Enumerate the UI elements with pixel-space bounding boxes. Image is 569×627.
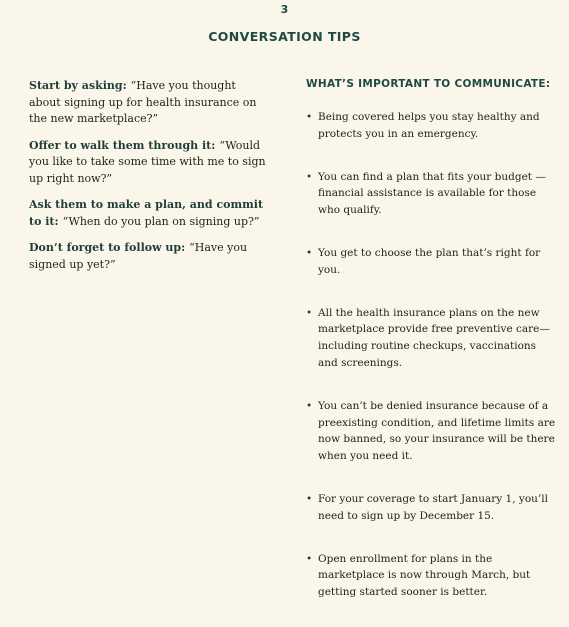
bullet-icon: • (306, 170, 313, 183)
tip-start-asking (29, 78, 269, 128)
tip-text: “Have you thought about signing up for health insurance on the new marketplace?” (29, 79, 257, 125)
bullet-icon: • (306, 246, 313, 259)
bullet-icon: • (306, 111, 313, 123)
bullet-icon: • (306, 552, 313, 565)
bullet-icon: • (306, 306, 313, 319)
list-item (306, 169, 556, 219)
tip-text: “When do you plan on signing up?” (62, 214, 260, 228)
point-text: You get to choose the plan that’s right for you. (318, 246, 541, 276)
list-item (306, 398, 556, 465)
section-heading: WHAT’S IMPORTANT TO COMMUNICATE: (306, 78, 551, 90)
list-item (306, 245, 556, 279)
page-title: CONVERSATION TIPS (208, 29, 361, 44)
tip-make-plan (29, 197, 269, 230)
list-item (306, 109, 556, 143)
important-points-column (306, 78, 556, 627)
points-list (306, 109, 556, 601)
tip-follow-up (29, 240, 269, 273)
point-text: Open enrollment for plans in the marketplace is now through March, but getting started sooner is better. (318, 552, 531, 599)
page-number: 3 (280, 3, 289, 16)
list-item (306, 305, 556, 372)
point-text: Being covered helps you stay healthy and protects you in an emergency. (318, 111, 540, 140)
bullet-icon: • (306, 399, 313, 412)
tip-text: “Have you signed up yet?” (29, 241, 248, 271)
conversation-tips-column (29, 78, 269, 283)
tip-lead: Ask them to make a plan, and commit to it: (29, 198, 264, 228)
tip-walk-through (29, 138, 269, 188)
tip-lead: Offer to walk them through it: (29, 138, 216, 152)
bullet-icon: • (306, 492, 313, 505)
list-item (306, 491, 556, 525)
tip-lead: Start by asking: (29, 79, 127, 92)
point-text: You can’t be denied insurance because of a preexisting condition, and lifetime limits are now banned, so your insurance will be there when you need it. (318, 399, 556, 463)
point-text: All the health insurance plans on the new marketplace provide free preventive care—including routine checkups, vaccinations and screenings. (318, 306, 550, 369)
point-text: You can find a plan that fits your budget —financial assistance is available for those who qualify. (318, 170, 546, 217)
tip-lead: Don’t forget to follow up: (29, 241, 186, 254)
list-item (306, 551, 556, 601)
point-text: For your coverage to start January 1, you’ll need to sign up by December 15. (318, 492, 548, 522)
tip-text: “Would you like to take some time with me to sign up right now?” (29, 138, 266, 185)
